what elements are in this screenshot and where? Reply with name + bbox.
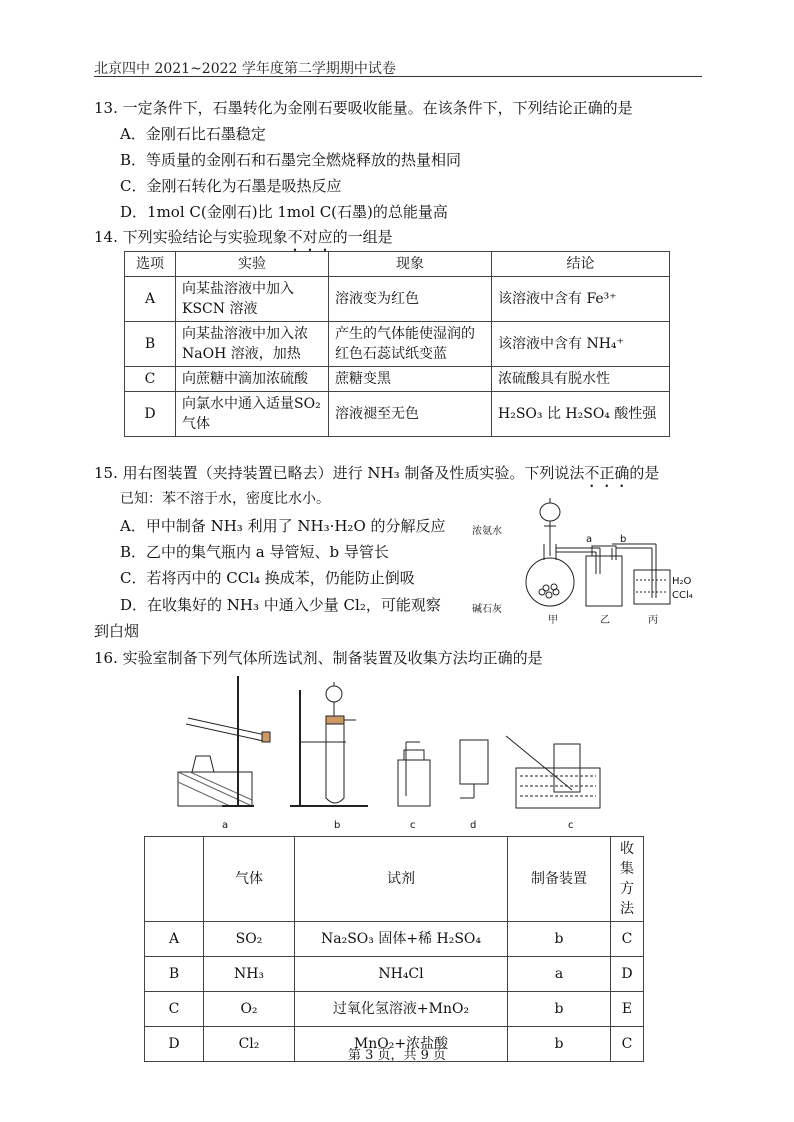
label-b: b: [620, 534, 627, 545]
table-header-row: [145, 837, 644, 922]
cell-phenomenon: 蔗糖变黑: [329, 367, 492, 392]
table-header-row: [125, 252, 670, 277]
cell-option: C: [145, 992, 204, 1027]
cell-option: A: [125, 277, 176, 322]
q15-stem-emphasis: 不正确: [584, 464, 630, 482]
q15-option-c: C．若将丙中的 CCl₄ 换成苯，仍能防止倒吸: [120, 569, 415, 587]
label-ccl4: CCl₄: [672, 590, 693, 601]
cell-reagent: 过氧化氢溶液+MnO₂: [295, 992, 508, 1027]
cell-reagent: Na₂SO₃ 固体+稀 H₂SO₄: [295, 922, 508, 957]
cell-gas: O₂: [204, 992, 295, 1027]
cell-phenomenon: 产生的气体能使湿润的红色石蕊试纸变蓝: [329, 322, 492, 367]
header-phenomenon: 现象: [329, 252, 492, 277]
cell-option: A: [145, 922, 204, 957]
cell-collect: D: [611, 957, 644, 992]
header-reagent: 试剂: [295, 837, 508, 922]
label-jia: 甲: [548, 615, 558, 626]
fig-label-d: d: [470, 820, 477, 831]
q14-stem-pre: 14. 下列实验结论与实验现象: [94, 228, 288, 246]
cell-option: D: [145, 1027, 204, 1062]
label-a: a: [586, 534, 593, 545]
q16-table: [144, 836, 644, 1062]
cell-option: C: [125, 367, 176, 392]
header-conclusion: 结论: [492, 252, 670, 277]
q15-option-a: A．甲中制备 NH₃ 利用了 NH₃·H₂O 的分解反应: [120, 517, 446, 535]
q15-apparatus-figure: [468, 494, 693, 626]
page-footer: 第 3 页，共 9 页: [347, 1048, 447, 1063]
cell-option: D: [125, 392, 176, 437]
q16-apparatus-drawing: [170, 672, 610, 817]
q15-option-d: D．在收集好的 NH₃ 中通入少量 Cl₂，可能观察: [120, 596, 441, 614]
table-row: [125, 392, 670, 437]
q15-stem-pre: 15. 用右图装置（夹持装置已略去）进行 NH₃ 制备及性质实验。下列说法: [94, 464, 585, 482]
fig-label-b: b: [334, 820, 341, 831]
table-row: [145, 992, 644, 1027]
cell-experiment: 向氯水中通入适量SO₂ 气体: [176, 392, 329, 437]
page-header: 北京四中 2021~2022 学年度第二学期期中试卷: [94, 61, 396, 77]
q14-table: [124, 251, 670, 437]
fig-label-e: c: [568, 820, 574, 831]
header-divider: [94, 76, 702, 77]
cell-phenomenon: 溶液褪至无色: [329, 392, 492, 437]
q16-apparatus-figure: [170, 672, 610, 832]
label-ammonia: 浓氨水: [472, 526, 502, 537]
q13-option-a: A．金刚石比石墨稳定: [120, 125, 266, 143]
q15-option-b: B．乙中的集气瓶内 a 导管短、b 导管长: [120, 543, 389, 561]
q15-option-d-cont: 到白烟: [94, 622, 140, 640]
fig-label-c: c: [410, 820, 416, 831]
cell-experiment: 向某盐溶液中加入KSCN 溶液: [176, 277, 329, 322]
cell-reagent: NH₄Cl: [295, 957, 508, 992]
cell-reagent: MnO₂+浓盐酸: [295, 1027, 508, 1062]
q13-stem: 13. 一定条件下，石墨转化为金刚石要吸收能量。在该条件下，下列结论正确的是: [94, 99, 633, 117]
cell-gas: NH₃: [204, 957, 295, 992]
cell-collect: E: [611, 992, 644, 1027]
label-h2o: H₂O: [672, 576, 692, 587]
header-gas: 气体: [204, 837, 295, 922]
q13-option-c: C．金刚石转化为石墨是吸热反应: [120, 177, 342, 195]
q13-option-d: D．1mol C(金刚石)比 1mol C(石墨)的总能量高: [120, 203, 448, 221]
label-lime: 碱石灰: [472, 604, 502, 615]
header-experiment: 实验: [176, 252, 329, 277]
header-collect: 收集方法: [611, 837, 644, 922]
header-option: 选项: [125, 252, 176, 277]
cell-phenomenon: 溶液变为红色: [329, 277, 492, 322]
cell-conclusion: H₂SO₃ 比 H₂SO₄ 酸性强: [492, 392, 670, 437]
cell-option: B: [125, 322, 176, 367]
q15-known: 已知：苯不溶于水，密度比水小。: [120, 491, 330, 507]
cell-gas: SO₂: [204, 922, 295, 957]
cell-collect: C: [611, 922, 644, 957]
table-row: [125, 367, 670, 392]
cell-gas: Cl₂: [204, 1027, 295, 1062]
cell-collect: C: [611, 1027, 644, 1062]
cell-device: b: [508, 922, 611, 957]
q15-stem: [94, 462, 659, 491]
label-yi: 乙: [600, 615, 610, 626]
cell-device: a: [508, 957, 611, 992]
cell-option: B: [145, 957, 204, 992]
q14-stem-post: 的一组是: [332, 228, 393, 246]
q15-stem-post: 的是: [629, 464, 660, 482]
header-option: [145, 837, 204, 922]
table-row: [125, 322, 670, 367]
table-row: [145, 957, 644, 992]
cell-experiment: 向某盐溶液中加入浓NaOH 溶液，加热: [176, 322, 329, 367]
cell-conclusion: 该溶液中含有 NH₄⁺: [492, 322, 670, 367]
fig-label-a: a: [222, 820, 229, 831]
label-bing: 丙: [648, 615, 658, 626]
cell-device: b: [508, 1027, 611, 1062]
table-row: [145, 922, 644, 957]
header-device: 制备装置: [508, 837, 611, 922]
q16-stem: 16. 实验室制备下列气体所选试剂、制备装置及收集方法均正确的是: [94, 649, 543, 667]
cell-device: b: [508, 992, 611, 1027]
cell-conclusion: 浓硫酸具有脱水性: [492, 367, 670, 392]
q13-option-b: B．等质量的金刚石和石墨完全燃烧释放的热量相同: [120, 151, 462, 169]
q14-stem-emphasis: 不对应: [287, 228, 333, 246]
cell-experiment: 向蔗糖中滴加浓硫酸: [176, 367, 329, 392]
cell-conclusion: 该溶液中含有 Fe³⁺: [492, 277, 670, 322]
table-row: [125, 277, 670, 322]
